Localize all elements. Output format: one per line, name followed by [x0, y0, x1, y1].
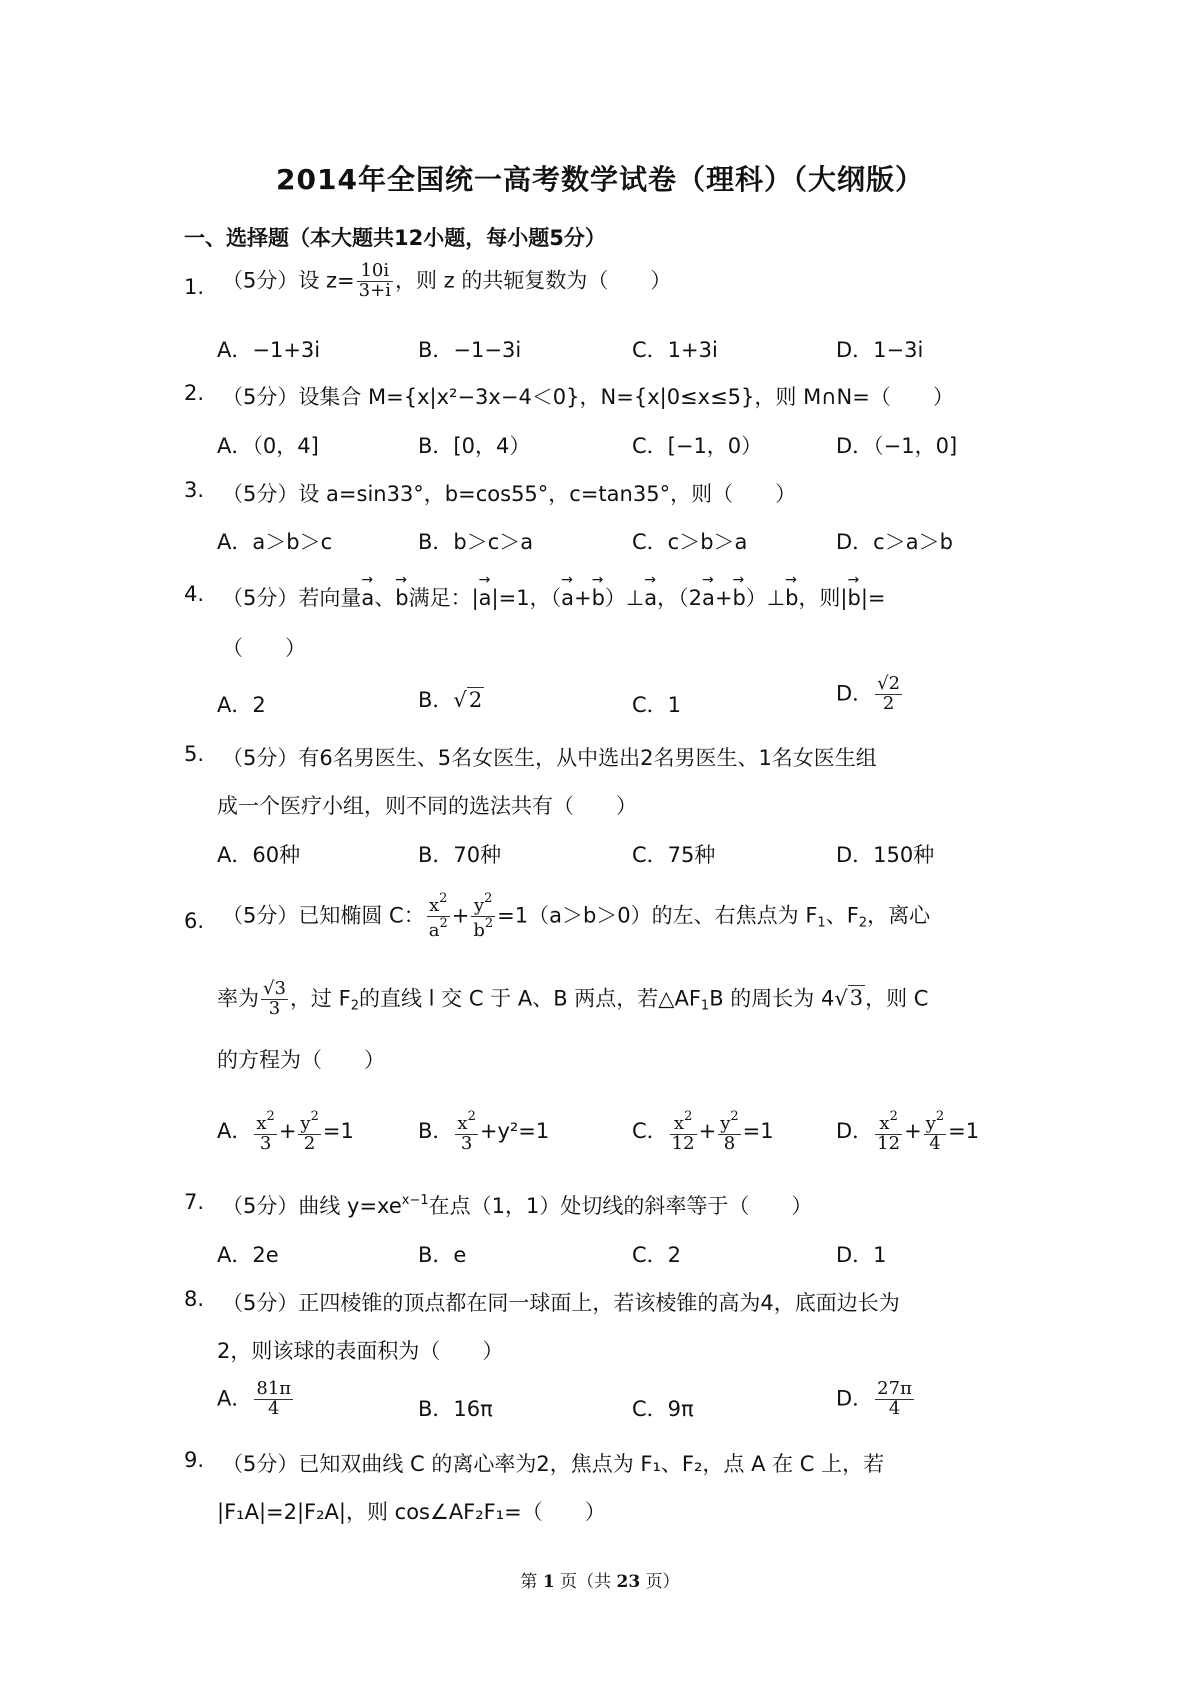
question-2-text: （5分）设集合 M={x|x²−3x−4＜0}，N={x|0≤x≤5}，则 M∩N=（ ）: [222, 385, 954, 409]
question-6-text-line2: 率为 $\frac{√3}{3}$ ，过 $F_2$的直线 l 交 C 于 A、B 两点，若$\triangle AF_1B$ 的周长为 4√3，则 C: [217, 978, 929, 1019]
question-number: 7.: [184, 1190, 205, 1214]
option-c: C．1+3i: [632, 338, 718, 362]
option-c: C． $\frac{x^2}{12}$ + $\frac{y^2}{8}$ =1: [632, 1109, 774, 1154]
fraction: $\frac{√3}{3}$: [263, 978, 286, 1019]
page-footer: 第 1 页（共 23 页）: [520, 1572, 680, 1592]
option-d: D．1−3i: [836, 338, 924, 362]
option-b: B．70种: [418, 843, 502, 867]
vector-b: → b: [732, 586, 745, 610]
sqrt: √2: [453, 688, 483, 712]
option-b: B． $\frac{x^2}{3}$ +y²=1: [418, 1109, 550, 1154]
option-a: A．2e: [217, 1243, 279, 1267]
page-title: 2014年全国统一高考数学试卷（理科）（大纲版）: [276, 163, 924, 196]
option-d: D．150种: [836, 843, 935, 867]
option-d: D．1: [836, 1243, 887, 1267]
option-b: B．−1−3i: [418, 338, 522, 362]
option-d: D．（−1，0]: [836, 434, 958, 458]
fraction: $\frac{x^2}{a^2}$: [428, 891, 448, 941]
option-d: D．c＞a＞b: [836, 530, 953, 554]
option-b: B．b＞c＞a: [418, 530, 534, 554]
option-a: A．−1+3i: [217, 338, 321, 362]
option-a: A． $\frac{x^2}{3}$ + $\frac{y^2}{2}$ =1: [217, 1109, 354, 1154]
question-4-text-line2: （ ）: [222, 636, 306, 660]
question-number: 9.: [184, 1448, 205, 1472]
option-c: C．2: [632, 1243, 682, 1267]
vector-b: → b: [592, 586, 605, 610]
question-5-text-line2: 成一个医疗小组，则不同的选法共有（ ）: [217, 794, 637, 818]
question-number: 6.: [184, 909, 205, 933]
question-9-text: （5分）已知双曲线 C 的离心率为2，焦点为 F₁、F₂，点 A 在 C 上，若: [222, 1452, 885, 1476]
option-b: B．16π: [418, 1397, 493, 1421]
section-heading: 一、选择题（本大题共12小题，每小题5分）: [184, 226, 606, 250]
vector-a: → a: [361, 586, 374, 610]
question-1-text: （5分）设 z= $\frac{10i}{3+i}$ ，则 z 的共轭复数为（ ）: [222, 260, 672, 301]
question-number: 2.: [184, 381, 205, 405]
question-6-text: （5分）已知椭圆 C： $\frac{x^2}{a^2}$ + $\frac{y^2}{b^2}$ =1（a＞b＞0）的左、右焦点为 $F_1$、$F_2$，离心: [222, 891, 931, 941]
option-c: C．1: [632, 693, 682, 717]
option-d: D． $\frac{27\pi}{4}$: [836, 1378, 912, 1419]
vector-a: → a: [561, 586, 574, 610]
vector-b: → b: [395, 586, 408, 610]
vector-a: → a: [479, 586, 492, 610]
option-c: C．75种: [632, 843, 716, 867]
question-number: 5.: [184, 742, 205, 766]
question-9-text-line2: |F₁A|=2|F₂A|，则 cos∠AF₂F₁=（ ）: [217, 1500, 606, 1524]
option-d: D． $\frac{x^2}{12}$ + $\frac{y^2}{4}$ =1: [836, 1109, 980, 1154]
fraction: $\frac{10i}{3+i}$: [358, 260, 391, 301]
question-number: 3.: [184, 478, 205, 502]
vector-a: → a: [702, 586, 715, 610]
question-5-text: （5分）有6名男医生、5名女医生，从中选出2名男医生、1名女医生组: [222, 746, 877, 770]
question-8-text: （5分）正四棱锥的顶点都在同一球面上，若该棱锥的高为4，底面边长为: [222, 1291, 900, 1315]
question-3-text: （5分）设 a=sin33°，b=cos55°，c=tan35°，则（ ）: [222, 482, 797, 506]
fraction: $\frac{y^2}{b^2}$: [473, 891, 494, 941]
question-7-text: （5分）曲线 $y=xe^{x-1}$在点（1，1）处切线的斜率等于（ ）: [222, 1193, 813, 1218]
fraction: $\frac{√2}{2}$: [877, 673, 901, 714]
option-a: A． $\frac{81\pi}{4}$: [217, 1378, 292, 1419]
option-a: A．（0，4]: [217, 434, 319, 458]
option-c: C．c＞b＞a: [632, 530, 748, 554]
option-a: A．60种: [217, 843, 301, 867]
option-d: D． $\frac{√2}{2}$: [836, 673, 901, 714]
option-a: A．a＞b＞c: [217, 530, 333, 554]
question-8-text-line2: 2，则该球的表面积为（ ）: [217, 1339, 504, 1363]
option-b: B．[0，4）: [418, 434, 531, 458]
question-number: 8.: [184, 1287, 205, 1311]
question-6-text-line3: 的方程为（ ）: [217, 1048, 385, 1072]
option-b: B．e: [418, 1243, 467, 1267]
question-number: 1.: [184, 275, 205, 299]
option-c: C．9π: [632, 1397, 694, 1421]
vector-b: → b: [785, 586, 798, 610]
question-4-text: （5分）若向量→ a、→ b满足：|→ a|=1，（→ a+→ b）⊥→ a，（2→ a+→ b）⊥→ b，则|→ b|=: [222, 582, 886, 612]
vector-b: → b: [848, 586, 861, 610]
vector-a: → a: [644, 586, 657, 610]
question-number: 4.: [184, 582, 205, 606]
option-a: A．2: [217, 693, 266, 717]
option-b: B．√2: [418, 688, 483, 712]
option-c: C．[−1，0）: [632, 434, 763, 458]
